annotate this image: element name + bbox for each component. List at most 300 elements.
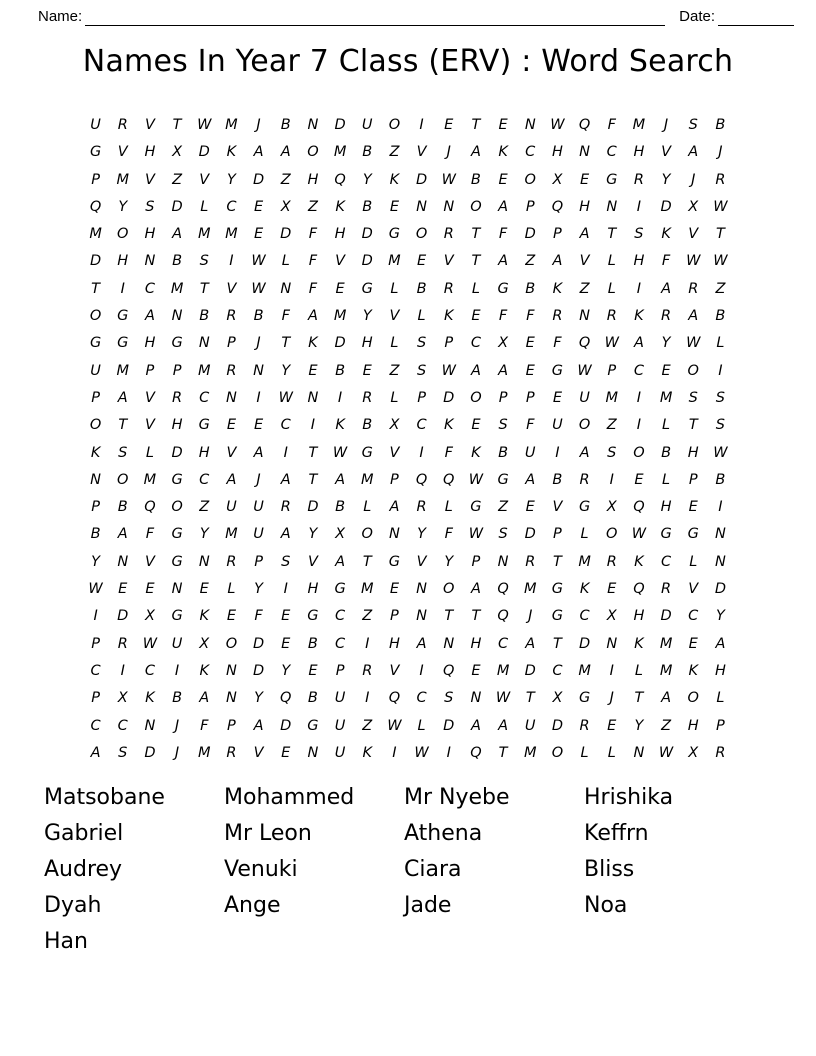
grid-cell[interactable]: D [171,444,183,461]
grid-cell[interactable]: D [443,389,455,406]
grid-cell[interactable]: D [307,499,319,516]
grid-cell[interactable]: N [307,117,319,133]
grid-cell[interactable]: H [579,198,591,215]
grid-cell[interactable]: L [607,280,616,297]
grid-cell[interactable]: R [715,744,726,761]
grid-cell[interactable]: H [388,635,400,652]
grid-cell[interactable]: W [88,581,103,598]
grid-cell[interactable]: A [280,471,291,488]
grid-cell[interactable]: U [334,717,346,734]
grid-cell[interactable]: D [524,226,536,243]
grid-cell[interactable]: K [661,226,671,243]
grid-cell[interactable]: V [144,171,155,188]
grid-cell[interactable]: W [658,744,674,761]
grid-cell[interactable]: H [633,608,645,625]
grid-cell[interactable]: M [170,280,184,297]
grid-cell[interactable]: K [335,198,345,215]
grid-cell[interactable]: I [446,744,451,761]
grid-cell[interactable]: G [578,690,591,707]
grid-cell[interactable]: H [144,226,156,243]
grid-cell[interactable]: C [606,144,617,161]
grid-cell[interactable]: R [443,280,454,297]
grid-cell[interactable]: W [495,690,511,707]
grid-cell[interactable]: A [172,226,183,243]
grid-cell[interactable]: L [390,335,399,352]
grid-cell[interactable]: U [552,417,563,434]
grid-cell[interactable]: E [471,662,481,679]
grid-cell[interactable]: X [144,608,155,625]
grid-cell[interactable]: V [389,662,400,679]
grid-cell[interactable]: F [308,226,318,243]
grid-cell[interactable]: B [552,471,563,488]
grid-cell[interactable]: J [663,117,669,133]
date-write-in-line[interactable] [718,12,794,26]
grid-cell[interactable]: G [361,280,373,297]
grid-cell[interactable]: Z [525,253,536,270]
grid-cell[interactable]: I [120,280,125,297]
grid-cell[interactable]: L [390,280,399,297]
grid-cell[interactable]: S [715,389,726,406]
grid-cell[interactable]: G [578,499,591,516]
grid-cell[interactable]: N [144,253,156,270]
grid-cell[interactable]: V [144,417,155,434]
grid-cell[interactable]: G [171,526,183,543]
grid-cell[interactable]: V [688,226,699,243]
grid-cell[interactable]: M [388,253,401,270]
grid-cell[interactable]: W [251,280,266,297]
grid-cell[interactable]: B [253,308,264,325]
grid-cell[interactable]: J [174,744,180,761]
grid-cell[interactable]: A [280,144,291,161]
grid-cell[interactable]: X [172,144,183,161]
grid-cell[interactable]: G [171,335,183,352]
grid-cell[interactable]: W [278,389,293,406]
grid-cell[interactable]: I [609,662,614,679]
grid-cell[interactable]: E [552,389,562,406]
grid-cell[interactable]: M [659,662,673,679]
grid-cell[interactable]: B [470,171,481,188]
grid-cell[interactable]: K [471,444,481,461]
grid-cell[interactable]: D [361,226,373,243]
grid-cell[interactable]: B [525,280,536,297]
grid-cell[interactable]: C [144,662,155,679]
grid-cell[interactable]: H [633,144,645,161]
grid-cell[interactable]: K [443,417,454,434]
grid-cell[interactable]: E [145,581,155,598]
grid-cell[interactable]: R [117,635,128,652]
grid-cell[interactable]: T [172,117,182,133]
grid-cell[interactable]: O [551,744,564,761]
grid-cell[interactable]: P [227,335,236,352]
grid-cell[interactable]: G [551,581,564,598]
grid-cell[interactable]: U [361,117,373,133]
grid-cell[interactable]: J [691,171,696,188]
grid-cell[interactable]: A [470,581,481,598]
grid-cell[interactable]: L [689,553,698,570]
grid-cell[interactable]: M [197,226,211,243]
grid-cell[interactable]: I [718,362,723,379]
grid-cell[interactable]: P [390,471,399,488]
grid-cell[interactable]: P [553,526,562,543]
grid-cell[interactable]: B [172,253,183,270]
grid-cell[interactable]: Z [389,362,400,379]
grid-cell[interactable]: Z [498,499,509,516]
grid-cell[interactable]: Q [144,499,156,516]
grid-cell[interactable]: Y [91,553,100,570]
grid-cell[interactable]: P [172,362,182,379]
grid-cell[interactable]: F [308,280,318,297]
grid-cell[interactable]: O [171,499,183,516]
grid-cell[interactable]: V [416,553,427,570]
grid-cell[interactable]: E [416,253,427,270]
grid-cell[interactable]: Q [633,581,645,598]
grid-cell[interactable]: C [335,608,346,625]
grid-cell[interactable]: E [525,335,535,352]
grid-cell[interactable]: I [636,389,642,406]
grid-cell[interactable]: R [362,662,373,679]
grid-cell[interactable]: M [523,581,537,598]
grid-cell[interactable]: C [90,717,101,734]
grid-cell[interactable]: M [143,471,157,488]
word-list-item[interactable]: Ange [224,893,281,918]
grid-cell[interactable]: C [579,608,590,625]
grid-cell[interactable]: G [551,608,564,625]
grid-cell[interactable]: Z [389,144,400,161]
grid-cell[interactable]: I [392,744,397,761]
grid-cell[interactable]: N [90,471,101,488]
grid-cell[interactable]: I [337,389,343,406]
grid-cell[interactable]: E [199,581,209,598]
grid-cell[interactable]: T [308,471,318,488]
grid-cell[interactable]: E [308,362,318,379]
grid-cell[interactable]: Z [661,717,672,734]
grid-cell[interactable]: F [444,444,453,461]
grid-cell[interactable]: N [225,389,237,406]
grid-cell[interactable]: T [525,690,535,707]
grid-cell[interactable]: M [333,144,347,161]
grid-cell[interactable]: P [254,553,263,570]
grid-cell[interactable]: K [308,335,318,352]
grid-cell[interactable]: L [607,253,616,270]
grid-cell[interactable]: Q [497,608,509,625]
grid-cell[interactable]: I [93,608,98,625]
grid-cell[interactable]: R [606,308,617,325]
grid-cell[interactable]: T [471,117,481,133]
grid-cell[interactable]: O [89,417,102,434]
grid-cell[interactable]: A [579,444,590,461]
grid-cell[interactable]: D [198,144,210,161]
grid-cell[interactable]: I [365,690,370,707]
grid-cell[interactable]: D [144,744,156,761]
grid-cell[interactable]: E [498,171,508,188]
grid-cell[interactable]: G [388,553,401,570]
grid-cell[interactable]: X [606,499,617,516]
grid-cell[interactable]: R [579,717,590,734]
grid-cell[interactable]: Y [634,717,644,734]
grid-cell[interactable]: A [470,144,481,161]
grid-cell[interactable]: E [525,362,535,379]
grid-cell[interactable]: B [715,117,726,133]
grid-cell[interactable]: X [552,171,563,188]
grid-cell[interactable]: N [225,662,237,679]
grid-cell[interactable]: F [200,717,209,734]
grid-cell[interactable]: K [443,308,454,325]
grid-cell[interactable]: Y [661,171,671,188]
grid-cell[interactable]: L [580,526,589,543]
grid-cell[interactable]: A [688,308,699,325]
grid-cell[interactable]: Y [226,171,236,188]
grid-cell[interactable]: N [416,608,427,625]
grid-cell[interactable]: E [335,280,345,297]
grid-cell[interactable]: O [470,198,482,215]
grid-cell[interactable]: U [253,499,264,516]
grid-cell[interactable]: A [226,471,237,488]
grid-cell[interactable]: Y [661,335,671,352]
grid-cell[interactable]: P [91,499,100,516]
grid-cell[interactable]: C [335,635,346,652]
grid-cell[interactable]: S [416,335,427,352]
grid-cell[interactable]: L [417,717,426,734]
grid-cell[interactable]: B [715,308,726,325]
grid-cell[interactable]: E [308,662,318,679]
grid-cell[interactable]: T [688,417,698,434]
grid-cell[interactable]: L [471,280,480,297]
grid-cell[interactable]: M [659,635,673,652]
grid-cell[interactable]: G [334,581,346,598]
grid-cell[interactable]: E [498,117,508,133]
grid-cell[interactable]: P [91,389,100,406]
word-list-item[interactable]: Dyah [44,893,102,918]
grid-cell[interactable]: O [307,144,319,161]
grid-cell[interactable]: M [197,362,211,379]
grid-cell[interactable]: G [117,335,129,352]
grid-cell[interactable]: E [389,581,399,598]
grid-cell[interactable]: C [498,635,509,652]
grid-cell[interactable]: Q [470,744,482,761]
grid-cell[interactable]: T [444,608,454,625]
grid-cell[interactable]: Z [172,171,183,188]
word-list-item[interactable]: Han [44,929,88,954]
grid-cell[interactable]: Y [199,526,209,543]
grid-cell[interactable]: O [443,581,455,598]
grid-cell[interactable]: G [551,362,564,379]
grid-cell[interactable]: K [634,553,644,570]
grid-cell[interactable]: I [419,444,424,461]
grid-cell[interactable]: D [660,608,672,625]
grid-cell[interactable]: S [634,226,644,243]
grid-cell[interactable]: L [390,389,399,406]
grid-cell[interactable]: L [662,471,671,488]
grid-cell[interactable]: V [144,389,155,406]
grid-cell[interactable]: C [90,662,101,679]
grid-cell[interactable]: V [389,444,400,461]
grid-cell[interactable]: I [256,389,261,406]
grid-cell[interactable]: R [226,362,237,379]
grid-cell[interactable]: I [718,499,723,516]
grid-cell[interactable]: H [361,335,373,352]
grid-cell[interactable]: A [117,389,128,406]
grid-cell[interactable]: B [307,635,318,652]
grid-cell[interactable]: F [498,308,508,325]
grid-cell[interactable]: W [631,526,647,543]
grid-cell[interactable]: L [417,308,426,325]
grid-cell[interactable]: G [687,526,699,543]
word-list-item[interactable]: Mr Leon [224,821,312,846]
grid-cell[interactable]: E [471,308,481,325]
grid-cell[interactable]: V [579,253,590,270]
grid-cell[interactable]: T [199,280,209,297]
grid-cell[interactable]: W [197,117,212,133]
grid-cell[interactable]: G [606,171,618,188]
grid-cell[interactable]: E [688,499,698,516]
grid-cell[interactable]: S [416,362,427,379]
grid-cell[interactable]: P [91,635,100,652]
grid-cell[interactable]: G [660,526,672,543]
grid-cell[interactable]: O [633,444,645,461]
grid-cell[interactable]: J [718,144,723,161]
grid-cell[interactable]: V [335,253,346,270]
grid-cell[interactable]: B [498,444,509,461]
grid-cell[interactable]: E [362,362,372,379]
word-list-item[interactable]: Hrishika [584,785,674,810]
grid-cell[interactable]: A [525,635,536,652]
grid-cell[interactable]: W [468,471,484,488]
grid-cell[interactable]: T [552,553,562,570]
grid-cell[interactable]: T [715,226,725,243]
grid-cell[interactable]: W [686,335,701,352]
grid-cell[interactable]: Y [118,198,128,215]
grid-cell[interactable]: L [227,581,236,598]
grid-cell[interactable]: G [470,499,482,516]
grid-cell[interactable]: D [714,581,726,598]
grid-cell[interactable]: L [580,744,589,761]
word-list-item[interactable]: Keffrn [584,821,649,846]
name-write-in-line[interactable] [85,12,665,26]
grid-cell[interactable]: A [90,744,101,761]
grid-cell[interactable]: I [365,635,370,652]
grid-cell[interactable]: O [117,226,129,243]
word-list-item[interactable]: Matsobane [44,785,165,810]
grid-cell[interactable]: U [334,744,346,761]
grid-cell[interactable]: O [388,117,401,133]
grid-cell[interactable]: C [144,280,155,297]
grid-cell[interactable]: M [360,471,374,488]
grid-cell[interactable]: X [117,690,128,707]
grid-cell[interactable]: K [552,280,563,297]
word-list-item[interactable]: Noa [584,893,628,918]
grid-cell[interactable]: D [361,253,373,270]
grid-cell[interactable]: E [389,198,399,215]
grid-cell[interactable]: J [256,335,261,352]
grid-cell[interactable]: A [253,144,264,161]
grid-cell[interactable]: F [444,526,453,543]
grid-cell[interactable]: V [226,280,237,297]
grid-cell[interactable]: P [91,171,100,188]
grid-cell[interactable]: A [253,444,264,461]
grid-cell[interactable]: S [118,744,128,761]
grid-cell[interactable]: W [142,635,158,652]
grid-cell[interactable]: A [498,362,509,379]
word-list-item[interactable]: Audrey [44,857,123,882]
grid-cell[interactable]: V [661,144,672,161]
grid-cell[interactable]: M [632,117,646,133]
grid-cell[interactable]: P [145,362,155,379]
grid-cell[interactable]: V [307,553,318,570]
grid-cell[interactable]: Z [307,198,318,215]
grid-cell[interactable]: I [419,662,424,679]
grid-cell[interactable]: C [416,417,427,434]
grid-cell[interactable]: O [225,635,238,652]
grid-cell[interactable]: E [226,608,236,625]
grid-cell[interactable]: P [417,389,426,406]
grid-cell[interactable]: C [661,553,672,570]
grid-cell[interactable]: B [280,117,291,133]
grid-cell[interactable]: K [362,744,372,761]
grid-cell[interactable]: W [577,362,592,379]
grid-cell[interactable]: E [444,117,454,133]
grid-cell[interactable]: I [229,253,234,270]
grid-cell[interactable]: S [199,253,209,270]
grid-cell[interactable]: Q [633,499,645,516]
grid-cell[interactable]: Y [715,608,725,625]
grid-cell[interactable]: M [89,226,102,243]
grid-cell[interactable]: Y [362,171,372,188]
grid-cell[interactable]: C [226,198,237,215]
grid-cell[interactable]: T [471,608,481,625]
grid-cell[interactable]: S [498,417,508,434]
grid-cell[interactable]: R [525,553,536,570]
grid-cell[interactable]: I [636,198,642,215]
word-list-item[interactable]: Bliss [584,857,635,882]
grid-cell[interactable]: A [525,471,536,488]
word-list-item[interactable]: Mr Nyebe [404,785,510,810]
grid-cell[interactable]: K [90,444,101,461]
grid-cell[interactable]: D [280,717,292,734]
grid-cell[interactable]: O [524,171,536,188]
grid-cell[interactable]: P [498,389,508,406]
grid-cell[interactable]: A [498,253,509,270]
grid-cell[interactable]: Z [606,417,617,434]
grid-cell[interactable]: D [171,198,183,215]
grid-cell[interactable]: H [714,662,726,679]
grid-cell[interactable]: L [145,444,154,461]
grid-cell[interactable]: B [335,362,346,379]
grid-cell[interactable]: R [226,553,237,570]
grid-cell[interactable]: E [525,499,535,516]
grid-cell[interactable]: R [661,308,672,325]
grid-cell[interactable]: S [688,389,698,406]
grid-cell[interactable]: A [307,308,318,325]
grid-cell[interactable]: E [607,717,617,734]
grid-cell[interactable]: N [117,553,129,570]
grid-cell[interactable]: I [120,662,125,679]
grid-cell[interactable]: R [688,280,699,297]
grid-cell[interactable]: Q [497,581,509,598]
grid-cell[interactable]: D [551,717,563,734]
grid-cell[interactable]: P [607,362,617,379]
grid-cell[interactable]: E [634,471,644,488]
grid-cell[interactable]: D [660,198,672,215]
grid-cell[interactable]: G [89,144,102,161]
grid-cell[interactable]: T [281,335,291,352]
grid-cell[interactable]: W [414,744,429,761]
grid-cell[interactable]: D [524,662,536,679]
grid-cell[interactable]: J [528,608,533,625]
grid-cell[interactable]: O [687,690,699,707]
grid-cell[interactable]: Z [280,171,291,188]
grid-cell[interactable]: D [334,335,346,352]
grid-cell[interactable]: D [578,635,591,652]
